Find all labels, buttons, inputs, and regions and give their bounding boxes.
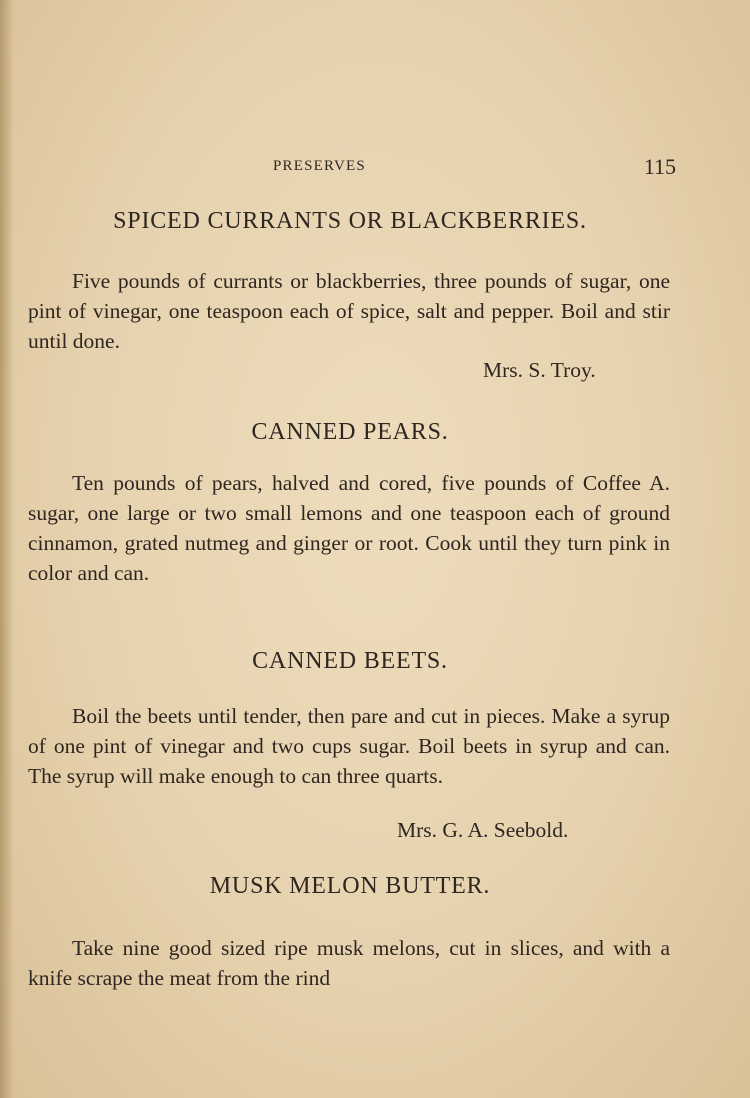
recipe-body-canned-beets: Boil the beets until tender, then pare and cut in pieces. Make a syrup of one pint of vinegar and two cups sugar. Boil beets in syrup and can. The syrup will make enough to can three quarts. — [28, 704, 670, 788]
recipe-body-musk-melon-butter: Take nine good sized ripe musk melons, cut in slices, and with a knife scrape the meat from the rind — [28, 936, 670, 990]
page-header — [60, 154, 676, 182]
recipe-title-canned-pears: CANNED PEARS. — [251, 419, 449, 445]
recipe-attribution-seebold: Mrs. G. A. Seebold. — [397, 818, 569, 842]
recipe-body-canned-pears: Ten pounds of pears, halved and cored, five pounds of Coffee A. sugar, one large or two small lemons and one teaspoon each of ground cinnamon, grated nutmeg and ginger or root. Cook until they turn pink in color and can. — [28, 471, 670, 585]
page-number: 115 — [643, 154, 676, 179]
recipe-body-spiced-currants: Five pounds of currants or blackberries, three pounds of sugar, one pint of vinegar, one teaspoon each of spice, salt and pepper. Boil and stir until done. — [28, 269, 670, 353]
recipe-attribution-troy: Mrs. S. Troy. — [483, 358, 596, 382]
recipe-title-spiced-currants: SPICED CURRANTS OR BLACKBERRIES. — [113, 208, 587, 234]
recipe-title-musk-melon-butter: MUSK MELON BUTTER. — [209, 873, 491, 899]
running-head: PRESERVES — [273, 158, 366, 174]
recipe-title-canned-beets: CANNED BEETS. — [252, 648, 448, 674]
